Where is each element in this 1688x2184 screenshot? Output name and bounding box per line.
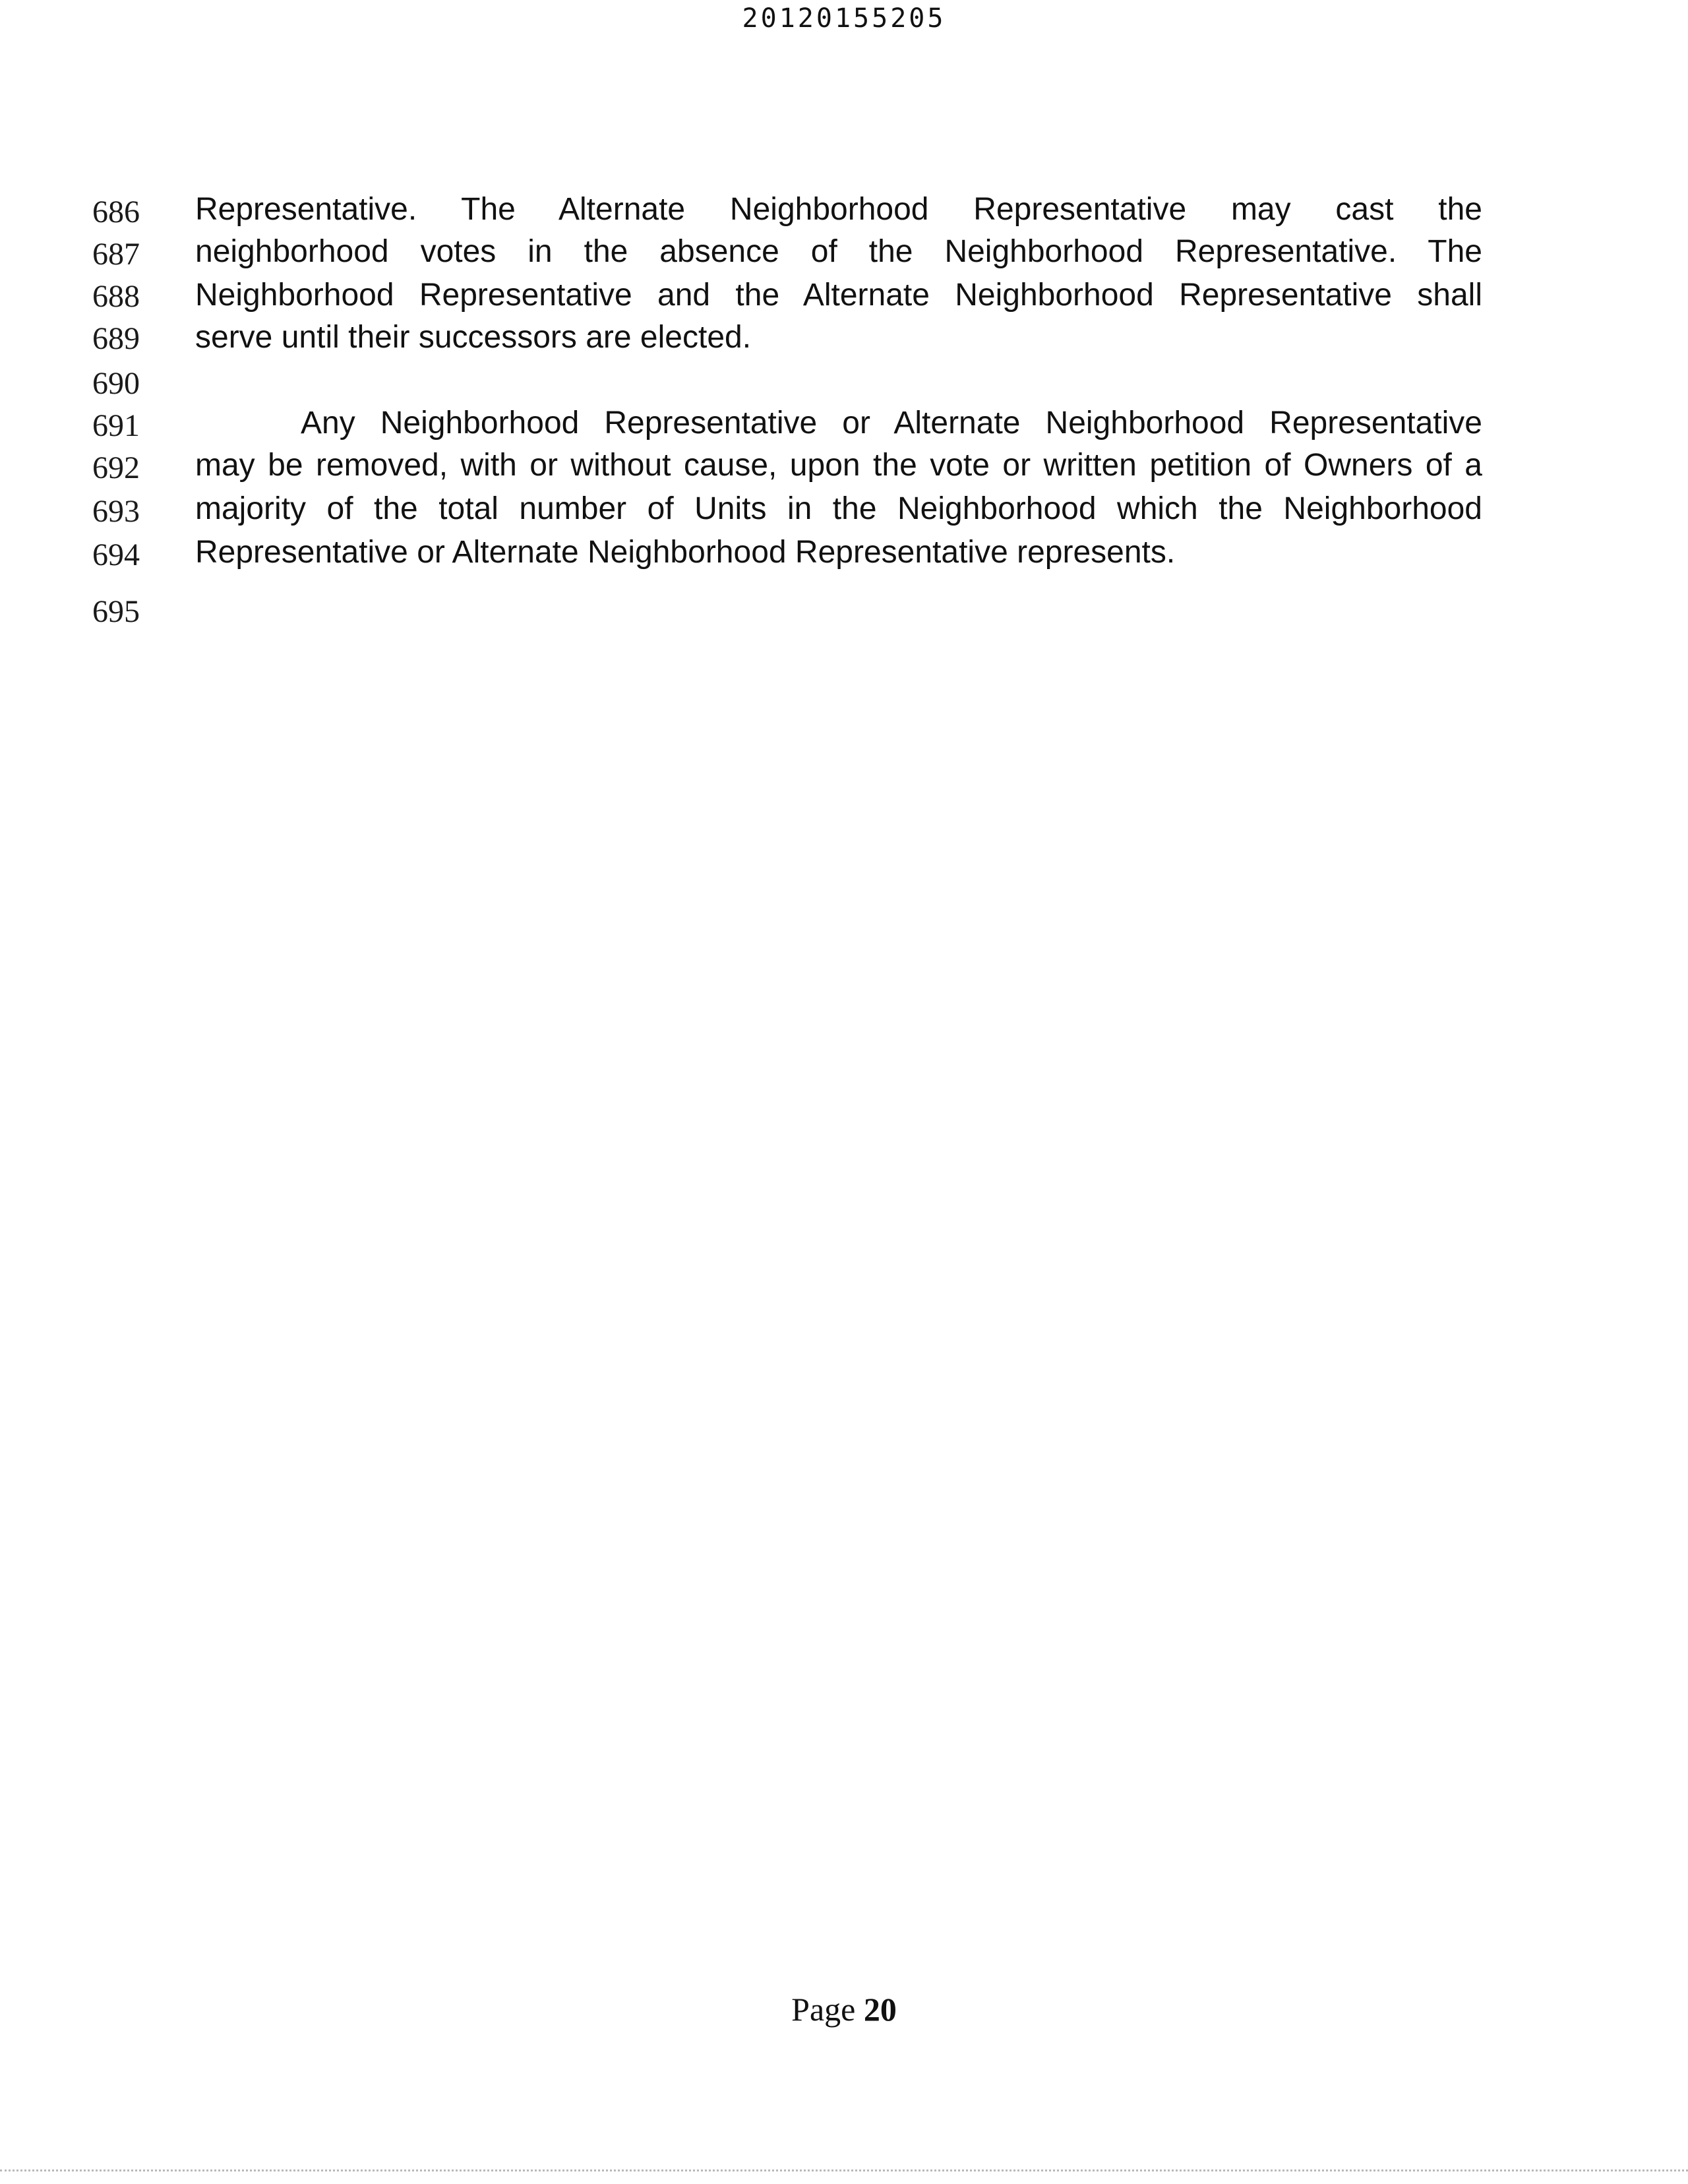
text-line-687: neighborhood votes in the absence of the Neighborhood Representative. The [195, 234, 1482, 269]
line-number-688: 688 [92, 279, 140, 314]
line-number-686: 686 [92, 195, 140, 229]
text-line-688: Neighborhood Representative and the Alternate Neighborhood Representative shall [195, 278, 1482, 313]
text-line-694: Representative or Alternate Neighborhood Representative represents. [195, 535, 1176, 570]
scan-edge-artifacts [0, 2169, 1688, 2174]
text-line-692: may be removed, with or without cause, upon the vote or written petition of Owners of a [195, 448, 1482, 483]
line-number-687: 687 [92, 237, 140, 272]
line-number-694: 694 [92, 537, 140, 572]
line-number-693: 693 [92, 494, 140, 529]
text-line-689: serve until their successors are elected. [195, 320, 752, 355]
text-line-691: Any Neighborhood Representative or Alternate Neighborhood Representative [301, 406, 1482, 440]
text-line-686: Representative. The Alternate Neighborhood Representative may cast the [195, 192, 1482, 227]
page-number: 20 [863, 1991, 897, 2028]
text-line-693: majority of the total number of Units in the Neighborhood which the Neighborhood [195, 491, 1482, 526]
line-number-695: 695 [92, 594, 140, 629]
page-footer [0, 1989, 1688, 2030]
line-number-689: 689 [92, 321, 140, 356]
page-label: Page [791, 1991, 856, 2028]
line-number-690: 690 [92, 366, 140, 401]
document-number: 20120155205 [742, 3, 946, 34]
line-number-691: 691 [92, 408, 140, 443]
line-number-692: 692 [92, 450, 140, 485]
